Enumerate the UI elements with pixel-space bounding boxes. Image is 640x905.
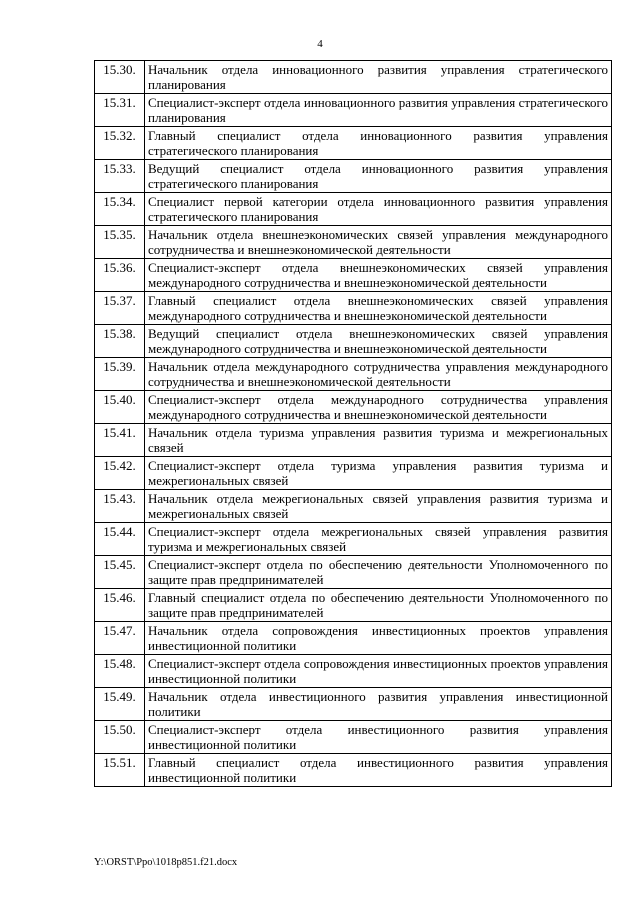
- position-title: Начальник отдела инновационного развития управления стратегического планирования: [145, 61, 612, 94]
- table-row: [95, 424, 612, 457]
- row-number: 15.38.: [95, 325, 145, 358]
- row-number: 15.34.: [95, 193, 145, 226]
- page-number: 4: [317, 38, 323, 50]
- row-number: 15.49.: [95, 688, 145, 721]
- table-row: [95, 391, 612, 424]
- positions-table-body: [95, 61, 612, 787]
- table-row: [95, 655, 612, 688]
- positions-table-container: [94, 60, 612, 787]
- table-row: [95, 325, 612, 358]
- position-title: Ведущий специалист отдела внешнеэкономических связей управления международного сотрудничества и внешнеэкономической деятельности: [145, 325, 612, 358]
- position-title: Специалист-эксперт отдела внешнеэкономических связей управления международного сотрудничества и внешнеэкономической деятельности: [145, 259, 612, 292]
- row-number: 15.44.: [95, 523, 145, 556]
- row-number: 15.33.: [95, 160, 145, 193]
- row-number: 15.30.: [95, 61, 145, 94]
- table-row: [95, 523, 612, 556]
- row-number: 15.40.: [95, 391, 145, 424]
- table-row: [95, 259, 612, 292]
- position-title: Главный специалист отдела внешнеэкономических связей управления международного сотрудничества и внешнеэкономической деятельности: [145, 292, 612, 325]
- position-title: Специалист первой категории отдела инновационного развития управления стратегического планирования: [145, 193, 612, 226]
- positions-table: [94, 60, 612, 787]
- row-number: 15.50.: [95, 721, 145, 754]
- position-title: Главный специалист отдела инвестиционного развития управления инвестиционной политики: [145, 754, 612, 787]
- row-number: 15.32.: [95, 127, 145, 160]
- row-number: 15.47.: [95, 622, 145, 655]
- position-title: Начальник отдела туризма управления развития туризма и межрегиональных связей: [145, 424, 612, 457]
- row-number: 15.31.: [95, 94, 145, 127]
- row-number: 15.48.: [95, 655, 145, 688]
- position-title: Специалист-эксперт отдела по обеспечению деятельности Уполномоченного по защите прав предпринимателей: [145, 556, 612, 589]
- position-title: Специалист-эксперт отдела инвестиционного развития управления инвестиционной политики: [145, 721, 612, 754]
- table-row: [95, 457, 612, 490]
- table-row: [95, 490, 612, 523]
- position-title: Специалист-эксперт отдела туризма управления развития туризма и межрегиональных связей: [145, 457, 612, 490]
- position-title: Специалист-эксперт отдела сопровождения инвестиционных проектов управления инвестиционной политики: [145, 655, 612, 688]
- row-number: 15.35.: [95, 226, 145, 259]
- position-title: Начальник отдела инвестиционного развития управления инвестиционной политики: [145, 688, 612, 721]
- table-row: [95, 358, 612, 391]
- position-title: Начальник отдела межрегиональных связей управления развития туризма и межрегиональных связей: [145, 490, 612, 523]
- row-number: 15.46.: [95, 589, 145, 622]
- table-row: [95, 688, 612, 721]
- row-number: 15.36.: [95, 259, 145, 292]
- row-number: 15.41.: [95, 424, 145, 457]
- position-title: Ведущий специалист отдела инновационного развития управления стратегического планирования: [145, 160, 612, 193]
- row-number: 15.42.: [95, 457, 145, 490]
- table-row: [95, 556, 612, 589]
- position-title: Начальник отдела международного сотрудничества управления международного сотрудничества и внешнеэкономической деятельности: [145, 358, 612, 391]
- row-number: 15.37.: [95, 292, 145, 325]
- table-row: [95, 622, 612, 655]
- position-title: Начальник отдела сопровождения инвестиционных проектов управления инвестиционной политики: [145, 622, 612, 655]
- position-title: Специалист-эксперт отдела международного сотрудничества управления международного сотрудничества и внешнеэкономической деятельности: [145, 391, 612, 424]
- position-title: Специалист-эксперт отдела инновационного развития управления стратегического планирования: [145, 94, 612, 127]
- position-title: Специалист-эксперт отдела межрегиональных связей управления развития туризма и межрегиональных связей: [145, 523, 612, 556]
- table-row: [95, 160, 612, 193]
- table-row: [95, 127, 612, 160]
- position-title: Начальник отдела внешнеэкономических связей управления международного сотрудничества и внешнеэкономической деятельности: [145, 226, 612, 259]
- table-row: [95, 754, 612, 787]
- footer-file-path: Y:\ORST\Ppo\1018p851.f21.docx: [94, 857, 238, 868]
- row-number: 15.39.: [95, 358, 145, 391]
- table-row: [95, 589, 612, 622]
- table-row: [95, 61, 612, 94]
- row-number: 15.43.: [95, 490, 145, 523]
- position-title: Главный специалист отдела инновационного развития управления стратегического планирования: [145, 127, 612, 160]
- position-title: Главный специалист отдела по обеспечению деятельности Уполномоченного по защите прав предпринимателей: [145, 589, 612, 622]
- row-number: 15.51.: [95, 754, 145, 787]
- table-row: [95, 721, 612, 754]
- table-row: [95, 292, 612, 325]
- row-number: 15.45.: [95, 556, 145, 589]
- table-row: [95, 193, 612, 226]
- table-row: [95, 94, 612, 127]
- table-row: [95, 226, 612, 259]
